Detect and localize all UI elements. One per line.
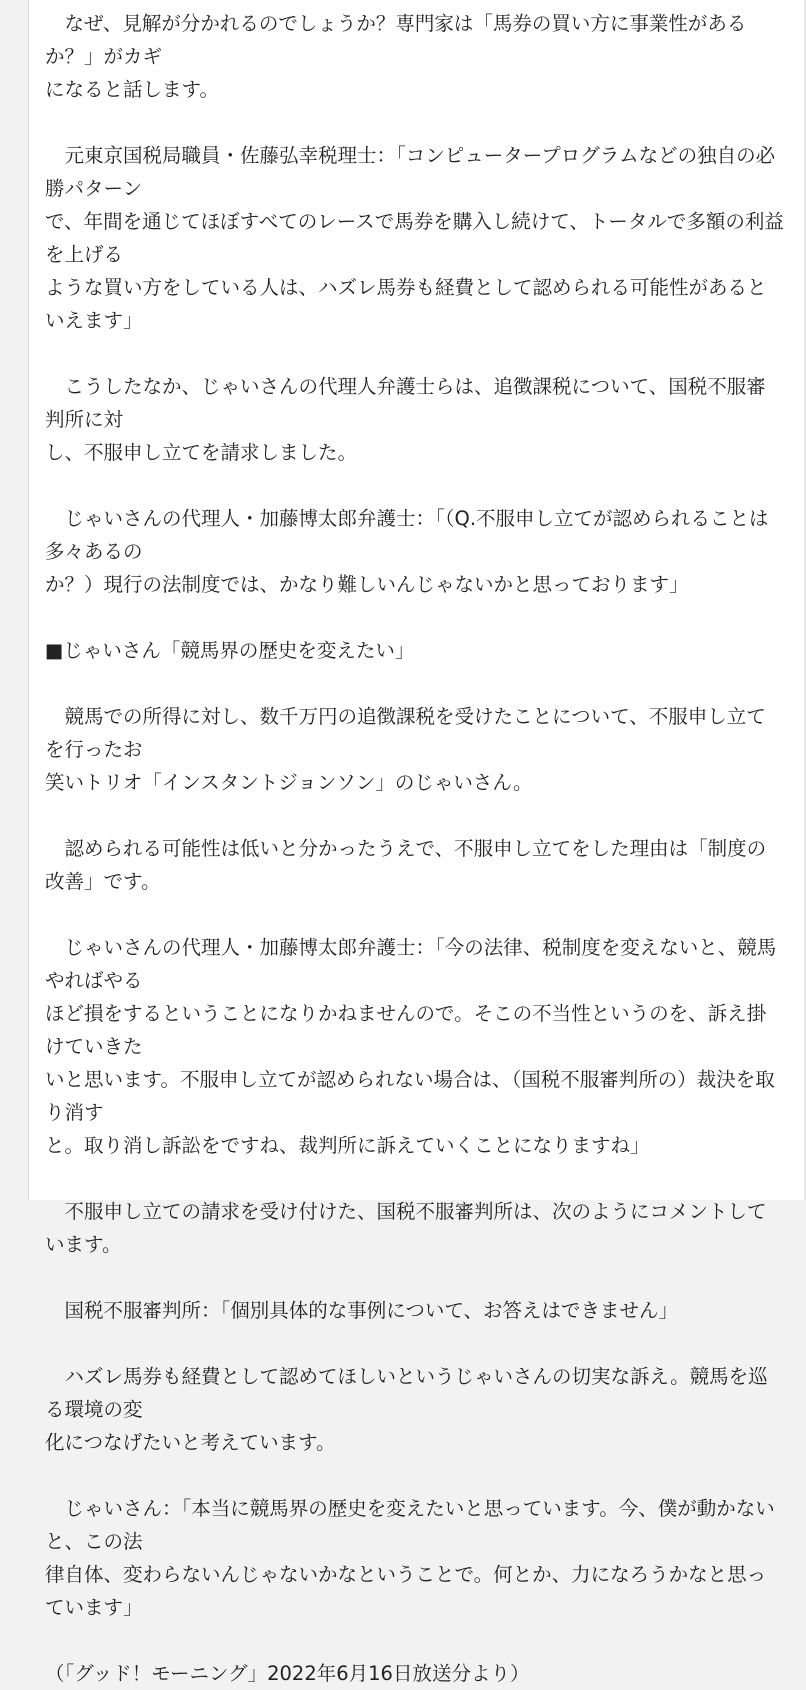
paragraph-7: じゃいさんの代理人・加藤博太郎弁護士：「今の法律、税制度を変えないと、競馬やればやる ほど損をするということになりかねませんので。そこの不当性というのを、訴え掛けていきた いと思います。不服申し立てが認められない場合は、（国税不服審判所の）裁決を取り消す と。取り消し訴訟をですね、裁判所に訴えていくことになりますね」 [45, 936, 777, 1157]
paragraph-4: じゃいさんの代理人・加藤博太郎弁護士：「（Q.不服申し立てが認められることは多々あるの か？）現行の法制度では、かなり難しいんじゃないかと思っております」 [45, 507, 769, 596]
section-heading: ■じゃいさん「競馬界の歴史を変えたい」 [45, 639, 415, 662]
source-credit: （「グッド！モーニング」2022年6月16日放送分より） [45, 1662, 530, 1685]
paragraph-3: こうしたなか、じゃいさんの代理人弁護士らは、追徴課税について、国税不服審判所に対 し、不服申し立てを請求しました。 [45, 375, 766, 464]
paragraph-11: じゃいさん：「本当に競馬界の歴史を変えたいと思っています。今、僕が動かないと、この法 律自体、変わらないんじゃないかなということで。何とか、力になろうかなと思っています」 [45, 1497, 775, 1619]
paragraph-6: 認められる可能性は低いと分かったうえで、不服申し立てをした理由は「制度の改善」です。 [45, 837, 767, 893]
article-body [45, 0, 785, 1690]
paragraph-10: ハズレ馬券も経費として認めてほしいというじゃいさんの切実な訴え。競馬を巡る環境の変 化につなげたいと考えています。 [45, 1365, 768, 1454]
paragraph-9: 国税不服審判所：「個別具体的な事例について、お答えはできません」 [45, 1299, 678, 1322]
paragraph-2: 元東京国税局職員・佐藤弘幸税理士：「コンピュータープログラムなどの独自の必勝パターン で、年間を通じてほぼすべてのレースで馬券を購入し続けて、トータルで多額の利益を上げる ような買い方をしている人は、ハズレ馬券も経費として認められる可能性があるといえます」 [45, 144, 784, 332]
paragraph-1: なぜ、見解が分かれるのでしょうか？専門家は「馬券の買い方に事業性があるか？」がカギ になると話します。 [45, 12, 747, 101]
paragraph-5: 競馬での所得に対し、数千万円の追徴課税を受けたことについて、不服申し立てを行ったお 笑いトリオ「インスタントジョンソン」のじゃいさん。 [45, 705, 766, 794]
paragraph-8: 不服申し立ての請求を受け付けた、国税不服審判所は、次のようにコメントしています。 [45, 1200, 767, 1256]
